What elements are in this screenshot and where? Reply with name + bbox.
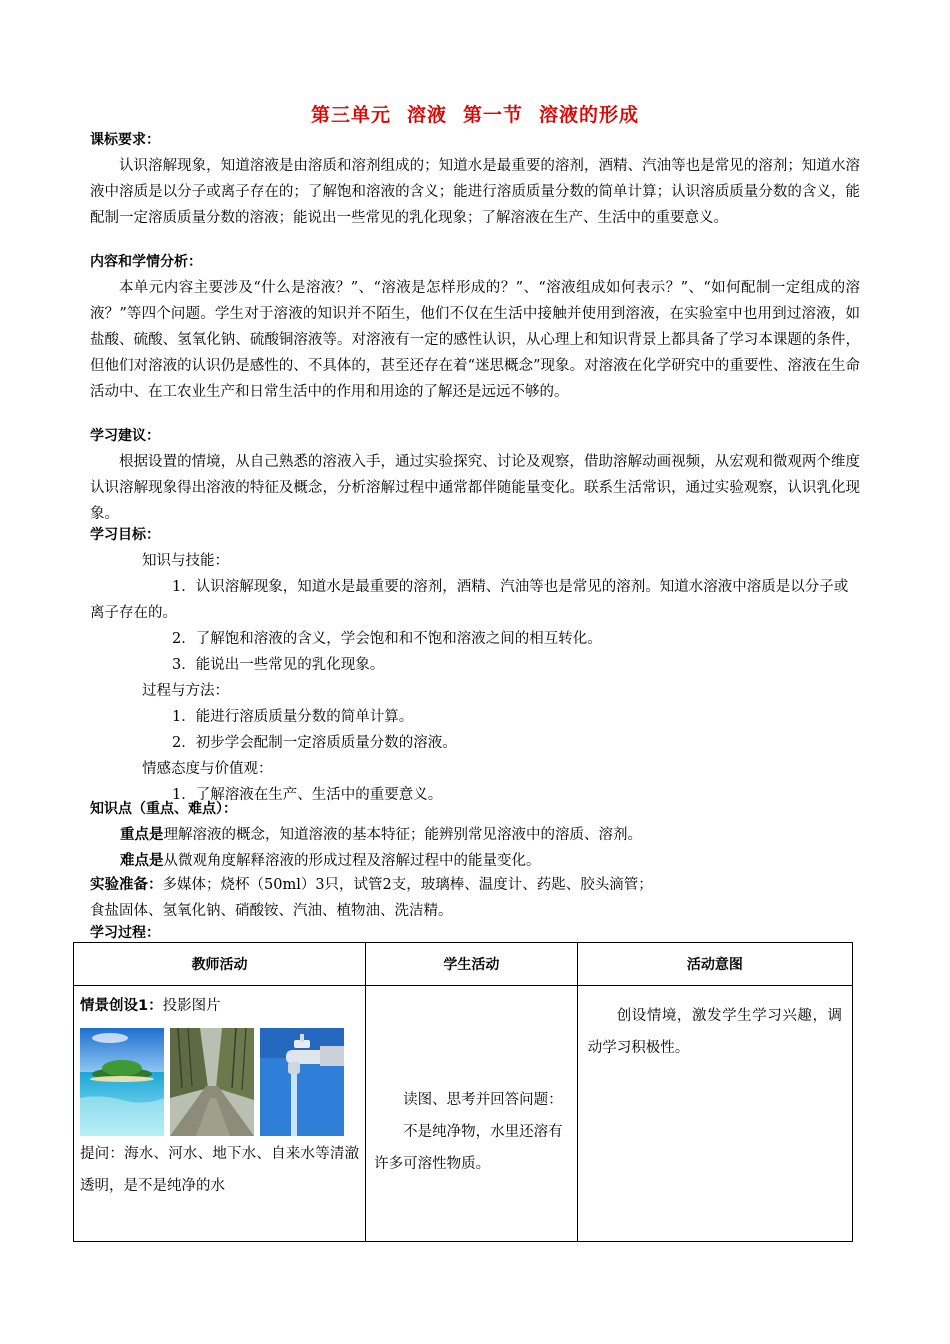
island-sea-image [80, 1028, 164, 1136]
analysis-section [90, 249, 860, 405]
title-unit: 第三单元 [310, 104, 391, 126]
col-student: 学生活动 [366, 943, 578, 986]
analysis-heading: 内容和学情分析： [90, 254, 202, 270]
curriculum-section [90, 127, 860, 231]
title-name: 溶液的形成 [539, 104, 640, 126]
col-intent: 活动意图 [577, 943, 852, 986]
student-text-1: 读图、思考并回答问题： [403, 1092, 563, 1108]
page-title [90, 100, 860, 127]
emotion-item-1: 1．了解溶液在生产、生活中的重要意义。 [172, 787, 443, 803]
suggestion-text: 根据设置的情境，从自己熟悉的溶液入手，通过实验探究、讨论及观察，借助溶解动画视频，从宏观和微观两个维度认识溶解现象得出溶液的特征及概念，分析溶解过程中通常都伴随能量变化。联系生活常识，通过实验观察，认识乳化现象。 [90, 454, 860, 522]
process-table [73, 942, 853, 1242]
teacher-heading [80, 990, 359, 1022]
water-tap-image [260, 1028, 344, 1136]
prep-label: 实验准备： [90, 877, 163, 893]
emotion-label: 情感态度与价值观： [142, 761, 273, 777]
student-text-2: 不是纯净物，水里还溶有许多可溶性物质。 [374, 1124, 563, 1172]
goals-section [90, 522, 860, 808]
knowledge-item-3: 3．能说出一些常见的乳化现象。 [172, 657, 385, 673]
key-label: 重点是 [120, 827, 164, 843]
process-label: 过程与方法： [142, 683, 229, 699]
intent-text: 创设情境，激发学生学习兴趣，调动学习积极性。 [587, 1008, 842, 1056]
title-topic: 溶液 [406, 104, 447, 126]
difficulty-text: 从微观角度解释溶液的形成过程及溶解过程中的能量变化。 [163, 853, 541, 869]
process-item-2: 2．初步学会配制一定溶质质量分数的溶液。 [172, 735, 457, 751]
teacher-cell [74, 986, 366, 1242]
suggestion-heading: 学习建议： [90, 428, 160, 444]
image-strip [80, 1028, 359, 1136]
knowledge-item-1: 1．认识溶解现象，知道水是最重要的溶剂，酒精、汽油等也是常见的溶剂。知道水溶液中溶质是以分子或离子存在的。 [90, 579, 849, 621]
prep-section [90, 872, 860, 924]
prep-text-1: 多媒体；烧杯（50ml）3只，试管2支，玻璃棒、温度计、药匙、胶头滴管； [162, 877, 653, 893]
difficulty-label: 难点是 [120, 853, 164, 869]
keypoints-section [90, 796, 860, 874]
curriculum-heading: 课标要求： [90, 132, 160, 148]
knowledge-label: 知识与技能： [142, 553, 229, 569]
prep-line-1 [90, 872, 860, 898]
knowledge-item-2: 2．了解饱和溶液的含义，学会饱和和不饱和溶液之间的相互转化。 [172, 631, 602, 647]
table-row [74, 986, 853, 1242]
process-item-1: 1．能进行溶质质量分数的简单计算。 [172, 709, 414, 725]
scene-label: 情景创设1： [80, 998, 163, 1014]
prep-line-2: 食盐固体、氢氧化钠、硝酸铵、汽油、植物油、洗洁精。 [90, 903, 453, 919]
river-image [170, 1028, 254, 1136]
difficulty-point [90, 848, 860, 874]
intent-cell [577, 986, 852, 1242]
goals-heading: 学习目标： [90, 527, 160, 543]
title-section: 第一节 [463, 104, 524, 126]
table-header-row [74, 943, 853, 986]
analysis-text: 本单元内容主要涉及“什么是溶液？”、“溶液是怎样形成的？”、“溶液组成如何表示？”、“如何配制一定组成的溶液？”等四个问题。学生对于溶液的知识并不陌生，他们不仅在生活中接触并使用到溶液，在实验室中也用到过溶液，如盐酸、硫酸、氢氧化钠、硫酸铜溶液等。对溶液有一定的感性认识，从心理上和知识背景上都具备了学习本课题的条件，但他们对溶液的认识仍是感性的、不具体的，甚至还存在着“迷思概念”现象。对溶液在化学研究中的重要性、溶液在生命活动中、在工农业生产和日常生活中的作用和用途的了解还是远远不够的。 [90, 280, 860, 400]
col-teacher: 教师活动 [74, 943, 366, 986]
scene-text: 投影图片 [162, 998, 221, 1014]
keypoints-heading: 知识点（重点、难点）： [90, 801, 237, 817]
process-heading: 学习过程： [90, 925, 160, 941]
student-cell [366, 986, 578, 1242]
key-text: 理解溶液的概念，知道溶液的基本特征；能辨别常见溶液中的溶质、溶剂。 [163, 827, 642, 843]
key-point [90, 822, 860, 848]
curriculum-text: 认识溶解现象，知道溶液是由溶质和溶剂组成的；知道水是最重要的溶剂，酒精、汽油等也是常见的溶剂；知道水溶液中溶质是以分子或离子存在的；了解饱和溶液的含义；能进行溶质质量分数的简单计算；认识溶质质量分数的含义，能配制一定溶质质量分数的溶液；能说出一些常见的乳化现象；了解溶液在生产、生活中的重要意义。 [90, 158, 860, 226]
suggestion-section [90, 423, 860, 527]
question-text: 提问：海水、河水、地下水、自来水等清澈透明，是不是纯净的水 [80, 1146, 360, 1194]
